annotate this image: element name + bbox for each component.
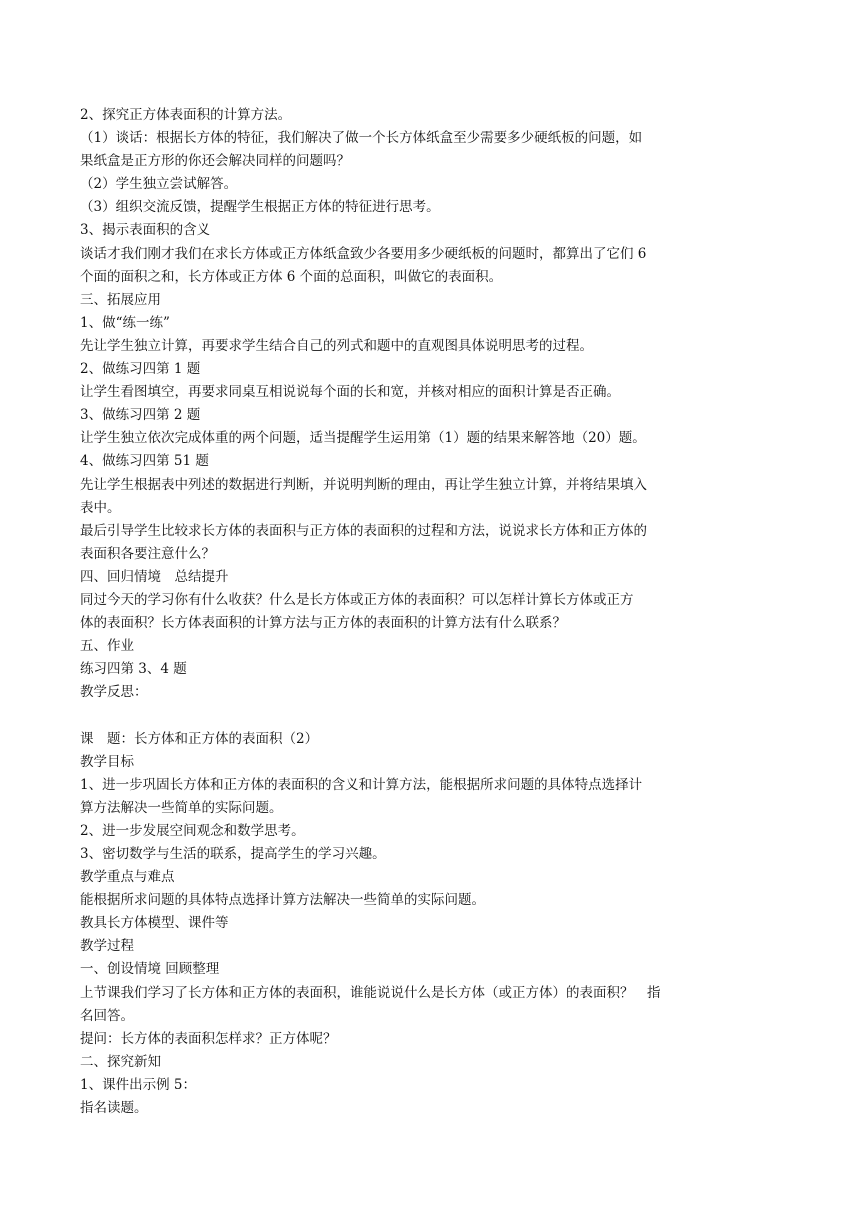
text-line: （2）学生独立尝试解答。	[80, 176, 238, 193]
text-line: 3、揭示表面积的含义	[80, 222, 211, 239]
text-line: 表面积各要注意什么？	[80, 545, 215, 562]
text-line: 表中。	[80, 499, 121, 516]
section-heading: 一、创设情境 回顾整理	[80, 961, 220, 978]
text-line: （3）组织交流反馈，提醒学生根据正方体的特征进行思考。	[80, 199, 440, 216]
section-heading: 教学目标	[80, 753, 134, 770]
text-line: 先让学生独立计算，再要求学生结合自己的列式和题中的直观图具体说明思考的过程。	[80, 337, 593, 354]
text-line: 最后引导学生比较求长方体的表面积与正方体的表面积的过程和方法，说说求长方体和正方体的	[80, 522, 647, 539]
text-line: 让学生看图填空，再要求同桌互相说说每个面的长和宽，并核对相应的面积计算是否正确。	[80, 384, 620, 401]
text-line: 让学生独立依次完成体重的两个问题，适当提醒学生运用第（1）题的结果来解答地（20）题。	[80, 430, 646, 447]
section-heading: 教学重点与难点	[80, 869, 175, 886]
text-line: 果纸盒是正方形的你还会解决同样的问题吗？	[80, 153, 350, 170]
section-heading: 二、探究新知	[80, 1053, 161, 1070]
text-line: 3、密切数学与生活的联系，提高学生的学习兴趣。	[80, 846, 386, 862]
section-heading: 五、作业	[80, 638, 134, 655]
text-line: 提问：长方体的表面积怎样求？正方体呢？	[80, 1030, 337, 1047]
text-line: 练习四第 3、4 题	[80, 661, 187, 678]
text-line: 指名读题。	[80, 1100, 148, 1117]
text-line: 体的表面积？长方体表面积的计算方法与正方体的表面积的计算方法有什么联系？	[80, 615, 566, 632]
section-heading: 教学过程	[80, 938, 134, 955]
section-lesson-2	[80, 728, 720, 1121]
text-line: 1、进一步巩固长方体和正方体的表面积的含义和计算方法，能根据所求问题的具体特点选择计	[80, 776, 643, 793]
text-line: 算方法解决一些简单的实际问题。	[80, 799, 283, 816]
reflection-label: 教学反思：	[80, 684, 148, 701]
text-line: 教具长方体模型、课件等	[80, 915, 229, 932]
section-heading: 三、拓展应用	[80, 291, 161, 308]
text-line: 2、探究正方体表面积的计算方法。	[80, 107, 292, 123]
blank-line	[80, 704, 720, 727]
text-line: 1、课件出示例 5：	[80, 1076, 196, 1093]
text-line: 同过今天的学习你有什么收获？什么是长方体或正方体的表面积？可以怎样计算长方体或正方	[80, 591, 634, 608]
text-line: 2、做练习四第 1 题	[80, 361, 201, 378]
text-line: 2、进一步发展空间观念和数学思考。	[80, 822, 305, 839]
text-line: （1）谈话：根据长方体的特征，我们解决了做一个长方体纸盒至少需要多少硬纸板的问题，如	[80, 130, 643, 147]
lesson-title: 课 题：长方体和正方体的表面积（2）	[80, 730, 319, 747]
text-line: 谈话才我们刚才我们在求长方体或正方体纸盒致少各要用多少硬纸板的问题时，都算出了它们 6	[80, 245, 647, 262]
text-line: 能根据所求问题的具体特点选择计算方法解决一些简单的实际问题。	[80, 892, 485, 909]
section-lesson-1-continued	[80, 104, 720, 704]
text-line: 上节课我们学习了长方体和正方体的表面积，谁能说说什么是长方体（或正方体）的表面积？ 指	[80, 984, 661, 1001]
text-line: 1、做“练一练”	[80, 314, 170, 331]
section-heading: 四、回归情境 总结提升	[80, 568, 229, 585]
text-line: 先让学生根据表中列述的数据进行判断，并说明判断的理由，再让学生独立计算，并将结果填入	[80, 476, 647, 493]
text-line: 4、做练习四第 51 题	[80, 453, 209, 470]
text-line: 3、做练习四第 2 题	[80, 407, 201, 424]
document-page	[80, 104, 720, 1120]
text-line: 个面的面积之和，长方体或正方体 6 个面的总面积，叫做它的表面积。	[80, 268, 503, 285]
text-line: 名回答。	[80, 1007, 134, 1024]
